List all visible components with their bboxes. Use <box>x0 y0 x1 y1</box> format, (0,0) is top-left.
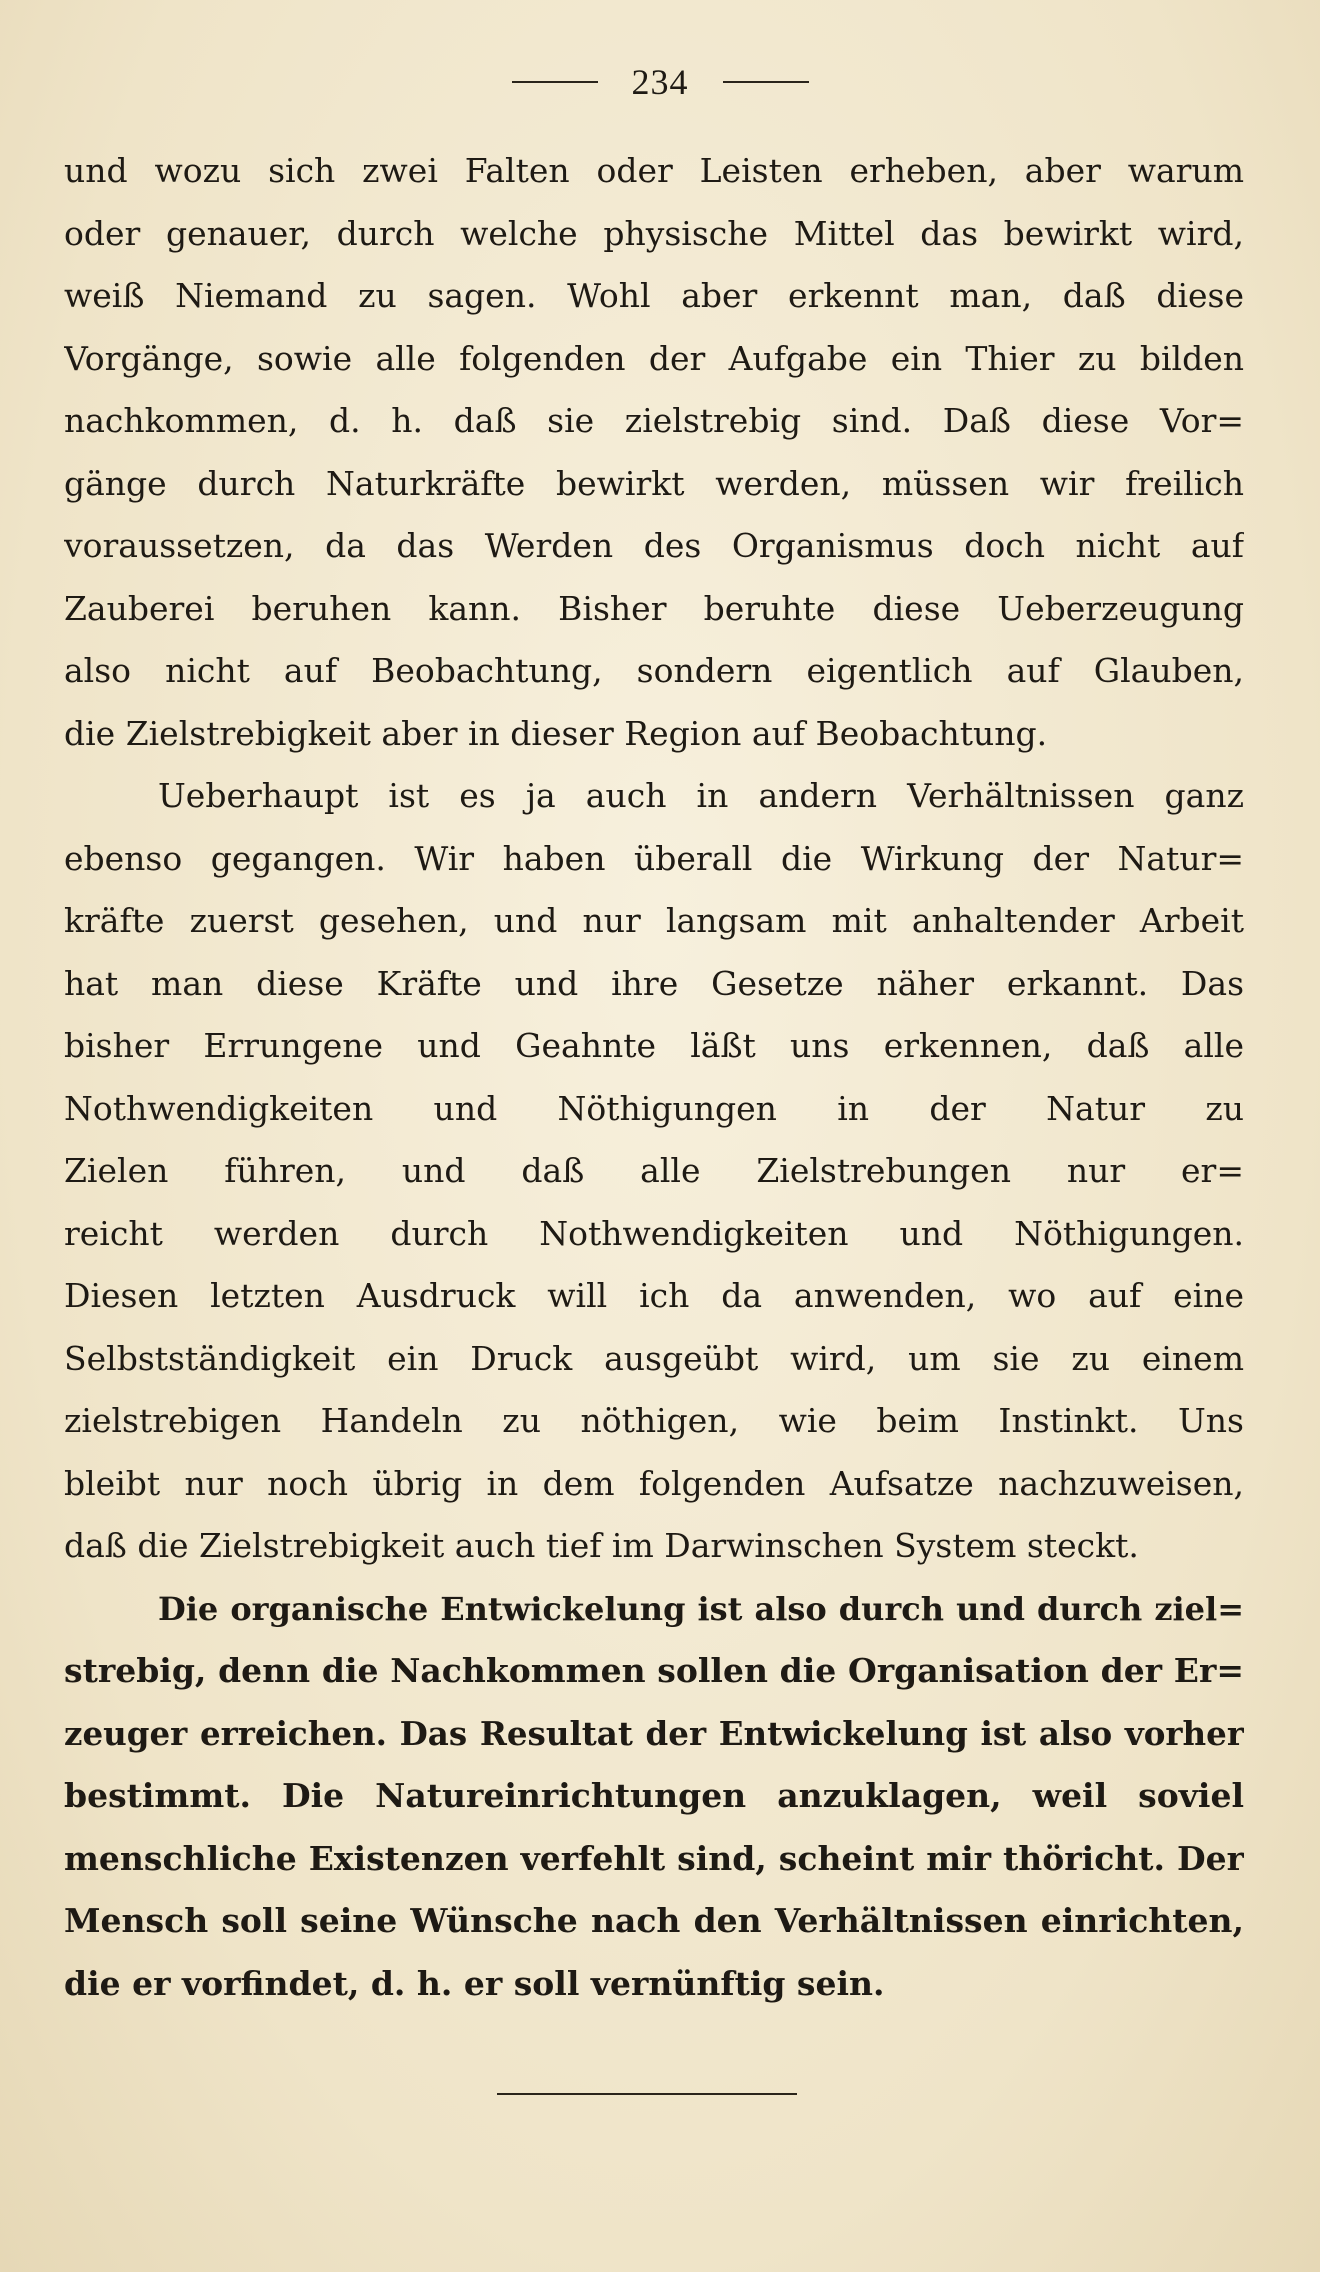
text-line: Zauberei beruhen kann. Bisher beruhte diese Ueberzeugung <box>64 588 1244 628</box>
text-line: die er vorfindet, d. h. er soll vernünftig sein. <box>64 1963 885 2003</box>
page-header <box>0 52 1320 112</box>
text-line: reicht werden durch Nothwendigkeiten und Nöthigungen. <box>64 1213 1244 1253</box>
text-line: Die organische Entwickelung ist also durch und durch ziel= <box>158 1589 1244 1628</box>
paragraph-1 <box>64 140 1244 765</box>
text-line: strebig, denn die Nachkommen sollen die Organisation der Er= <box>64 1651 1244 1690</box>
page-number: 234 <box>631 62 689 102</box>
text-line: daß die Zielstrebigkeit auch tief im Darwinschen System steckt. <box>64 1526 1139 1565</box>
paragraph-3-emphasized <box>64 1578 1244 2016</box>
text-line: die Zielstrebigkeit aber in dieser Region auf Beobachtung. <box>64 713 1048 753</box>
text-line: gänge durch Naturkräfte bewirkt werden, müssen wir freilich <box>64 463 1244 503</box>
text-line: oder genauer, durch welche physische Mittel das bewirkt wird, <box>64 213 1244 253</box>
text-line: bisher Errungene und Geahnte läßt uns erkennen, daß alle <box>64 1026 1244 1065</box>
text-line: Ueberhaupt ist es ja auch in andern Verhältnissen ganz <box>158 776 1244 815</box>
text-line: Mensch soll seine Wünsche nach den Verhältnissen einrichten, <box>64 1901 1244 1940</box>
text-line: Diesen letzten Ausdruck will ich da anwenden, wo auf eine <box>64 1276 1244 1315</box>
paragraph-2 <box>64 765 1244 1578</box>
text-line: weiß Niemand zu sagen. Wohl aber erkennt man, daß diese <box>64 276 1244 315</box>
text-line: menschliche Existenzen verfehlt sind, scheint mir thöricht. Der <box>64 1838 1244 1878</box>
text-line: bestimmt. Die Natureinrichtungen anzuklagen, weil soviel <box>64 1776 1244 1815</box>
text-line: Selbstständigkeit ein Druck ausgeübt wird, um sie zu einem <box>64 1338 1244 1378</box>
text-line: zeuger erreichen. Das Resultat der Entwickelung ist also vorher <box>64 1713 1244 1753</box>
text-line: kräfte zuerst gesehen, und nur langsam mit anhaltender Arbeit <box>64 901 1244 940</box>
text-line: Vorgänge, sowie alle folgenden der Aufgabe ein Thier zu bilden <box>64 338 1244 378</box>
header-rule-left <box>512 81 598 83</box>
text-line: und wozu sich zwei Falten oder Leisten erheben, aber warum <box>64 151 1244 190</box>
text-line: Nothwendigkeiten und Nöthigungen in der Natur zu <box>64 1088 1244 1128</box>
text-line: ebenso gegangen. Wir haben überall die Wirkung der Natur= <box>64 838 1244 878</box>
closing-rule <box>497 2093 797 2095</box>
text-line: bleibt nur noch übrig in dem folgenden Aufsatze nachzuweisen, <box>64 1463 1244 1503</box>
text-line: Zielen führen, und daß alle Zielstrebungen nur er= <box>64 1151 1244 1190</box>
header-rule-right <box>723 81 809 83</box>
text-line: zielstrebigen Handeln zu nöthigen, wie beim Instinkt. Uns <box>64 1401 1244 1440</box>
text-line: nachkommen, d. h. daß sie zielstrebig sind. Daß diese Vor= <box>64 401 1244 440</box>
text-line: voraussetzen, da das Werden des Organismus doch nicht auf <box>64 526 1244 565</box>
text-line: hat man diese Kräfte und ihre Gesetze näher erkannt. Das <box>64 963 1244 1003</box>
text-line: also nicht auf Beobachtung, sondern eigentlich auf Glauben, <box>64 651 1244 690</box>
body-text <box>64 140 1244 2015</box>
